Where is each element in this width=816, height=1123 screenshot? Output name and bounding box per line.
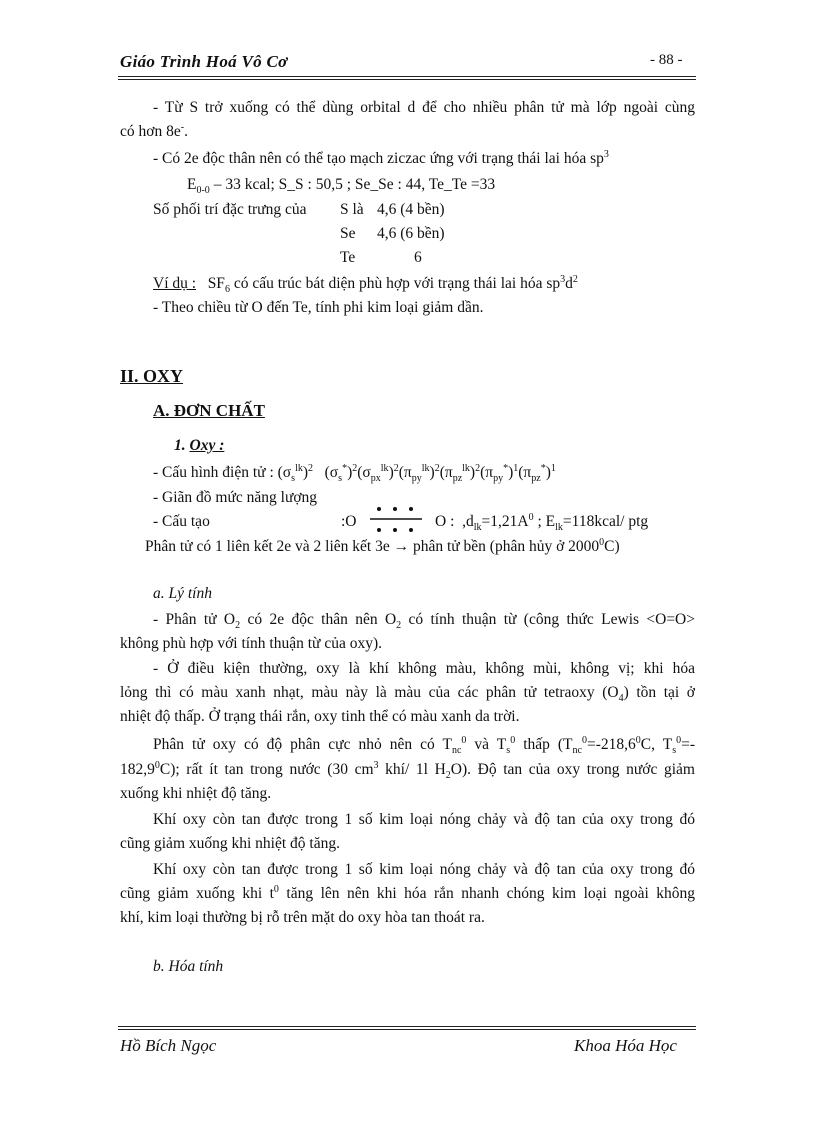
footer-department: Khoa Hóa Học (574, 1036, 677, 1055)
footer-author: Hồ Bích Ngọc (120, 1036, 217, 1055)
structure-right-atom: O : $,d_{lk}=1,21A^0$ ; $E_{lk}=118kcal/$ ptg (435, 511, 649, 534)
phys-p3-line2: 182,9$^0$C); rất ít tan trong nước (30 $cm^3$ khí/ 1l $H_2O$). Độ tan của oxy trong nước giảm (120, 759, 695, 782)
coord-val-s: 4,6 (4 bền) (377, 201, 445, 218)
phys-p5-line2: cũng giảm xuống khi $t^0$ tăng lên nên khi hóa rắn nhanh chóng kim loại ngoài không (120, 883, 695, 902)
phys-p1-line1: - Phân tử $O_2$ có 2e độc thân nên $O_2$ có tính thuận từ (công thức Lewis <O=O> (153, 611, 695, 632)
phys-p4-line1: Khí oxy còn tan được trong 1 số kim loại nóng chảy và độ tan của oxy trong đó (153, 811, 695, 828)
energy-diagram-line: - Giãn đồ mức năng lượng (153, 489, 318, 506)
trend-line: - Theo chiều từ O đến Te, tính phi kim loại giảm dần. (153, 299, 484, 316)
bond-energies: $E_{0-0} - 33$ kcal; S_S : 50,5 ; Se_Se : 44, Te_Te =33 (187, 176, 496, 197)
physical-properties-title: a. Lý tính (153, 585, 212, 602)
lewis-bond-diagram (368, 503, 424, 537)
page-header-title: Giáo Trình Hoá Vô Cơ (120, 52, 288, 71)
coord-el-s: S là (340, 201, 364, 218)
coord-el-te: Te (340, 249, 356, 266)
subsection-title: A. ĐƠN CHẤT (153, 401, 265, 420)
structure-label: - Cấu tạo (153, 513, 210, 530)
structure-left-atom: :O (341, 513, 357, 530)
phys-p3-line3: xuống khi nhiệt độ tăng. (120, 785, 272, 802)
phys-p2-line2: lỏng thì có màu xanh nhạt, màu này là màu của các phân tử tetraoxy $(O_4)$ tồn tại ở (120, 684, 695, 705)
phys-p2-line1: - Ở điều kiện thường, oxy là khí không màu, không mùi, không vị; khi hóa (153, 660, 695, 677)
phys-p2-line3: nhiệt độ thấp. Ở trạng thái rắn, oxy tinh thể có màu xanh da trời. (120, 708, 520, 725)
section-title: II. OXY (120, 366, 184, 386)
intro-line-1: - Từ S trở xuống có thể dùng orbital d để cho nhiều phân tử mà lớp ngoài cùng (153, 99, 695, 116)
coord-el-se: Se (340, 225, 356, 242)
coord-val-te: 6 (414, 249, 422, 266)
item-title: 1. Oxy : (174, 437, 225, 454)
molecule-note: Phân tử có 1 liên kết 2e và 2 liên kết 3e → phân tử bền (phân hủy ở 2000$^0$C) (145, 536, 620, 555)
intro-line-2: có hơn 8e-. (120, 121, 188, 140)
coordination-label: Số phối trí đặc trưng của (153, 201, 307, 218)
footer-rule (118, 1026, 696, 1030)
phys-p1-line2: không phù hợp với tính thuận từ của oxy). (120, 635, 383, 652)
header-rule (118, 76, 696, 80)
chemical-properties-title: b. Hóa tính (153, 958, 224, 975)
intro-line-3: - Có 2e độc thân nên có thể tạo mạch ziczac ứng với trạng thái lai hóa $sp^3$ (153, 148, 609, 167)
page-number: - 88 - (650, 52, 683, 68)
example-line: Ví dụ : $SF_6$ có cấu trúc bát diện phù hợp với trạng thái lai hóa $sp^3d^2$ (153, 273, 578, 296)
phys-p5-line1: Khí oxy còn tan được trong 1 số kim loại nóng chảy và độ tan của oxy trong đó (153, 861, 695, 878)
phys-p5-line3: khí, kim loại thường bị rỗ trên mặt do oxy hòa tan thoát ra. (120, 909, 485, 926)
electron-configuration: - Cấu hình điện tử : $(\sigma_s^{lk})^2$ $(\sigma_s^*)^2(\sigma_{px}^{lk})^2(\pi_{py}^{lk})^2(\pi_{pz}^{lk})^2(\pi_{py}^*)^1(\pi_{pz}^*)^1$ (153, 462, 556, 485)
phys-p4-line2: cũng giảm xuống khi nhiệt độ tăng. (120, 835, 340, 852)
phys-p3-line1: Phân tử oxy có độ phân cực nhỏ nên có $T_{nc}^0$ và $T_s^0$ thấp ($T_{nc}^0=-218,6^0C$, $T_s^0=-$ (153, 734, 695, 757)
coord-val-se: 4,6 (6 bền) (377, 225, 445, 242)
